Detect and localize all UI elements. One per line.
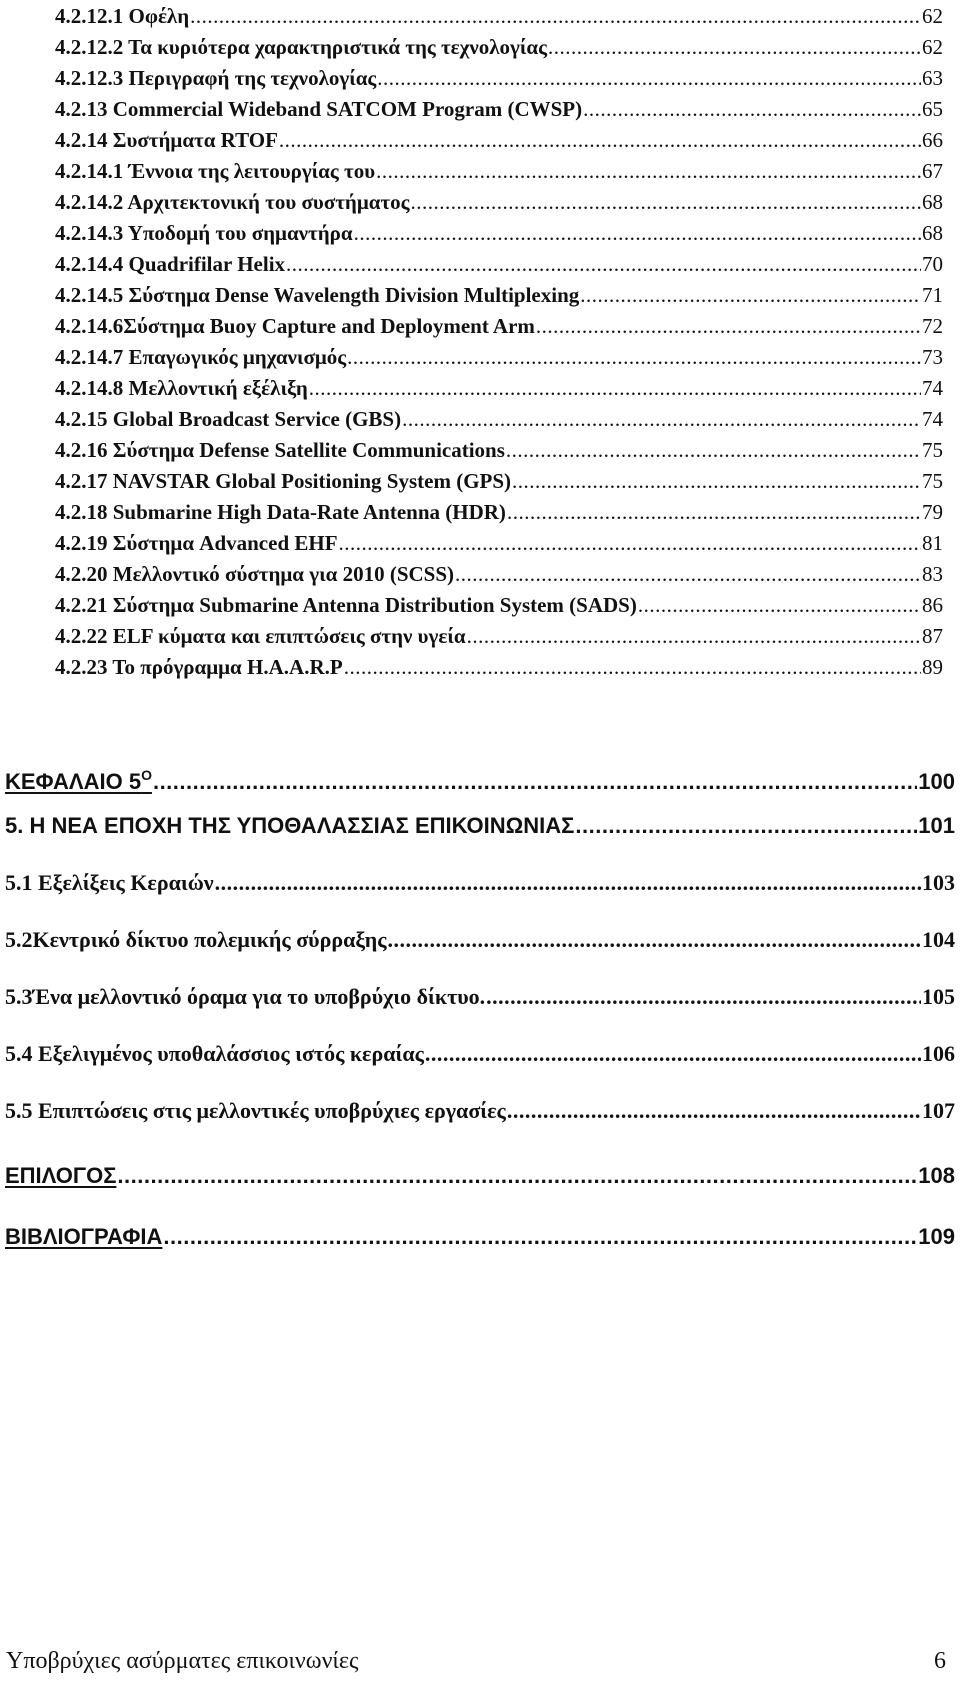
toc-entry-page: 79 — [922, 500, 943, 524]
toc-entry[interactable] — [55, 64, 943, 92]
toc-entry-page: 75 — [922, 438, 943, 462]
dot-leader — [548, 33, 921, 61]
toc-epilogue-entry[interactable] — [5, 1162, 955, 1190]
toc-entry-page: 62 — [922, 35, 943, 59]
toc-entry-page: 74 — [922, 407, 943, 431]
toc-entry-title: 4.2.12.1 Οφέλη — [55, 4, 190, 28]
dot-leader — [190, 2, 921, 30]
dot-leader — [347, 343, 921, 371]
toc-entry-title: 5.3Ένα μελλοντικό όραμα για το υποβρύχιο δίκτυο. — [5, 984, 486, 1009]
toc-entry-page: 87 — [922, 624, 943, 648]
dot-leader — [580, 281, 921, 309]
page-footer — [0, 1648, 960, 1678]
toc-entry[interactable] — [55, 591, 943, 619]
toc-entry-page: 86 — [922, 593, 943, 617]
dot-leader — [583, 95, 921, 123]
toc-entry-page: 65 — [922, 97, 943, 121]
toc-entry[interactable] — [55, 467, 943, 495]
toc-entry[interactable] — [55, 250, 943, 278]
toc-entry-page: 106 — [922, 1041, 955, 1066]
toc-entry-title: 4.2.16 Σύστημα Defense Satellite Communications — [55, 438, 505, 462]
toc-entry[interactable] — [55, 560, 943, 588]
footer-title: Υποβρύχιες ασύρματες επικοινωνίες — [6, 1648, 359, 1674]
dot-leader — [486, 983, 921, 1011]
dot-leader — [512, 467, 921, 495]
toc-entry-page: 72 — [922, 314, 943, 338]
toc-entry-title: 4.2.14.4 Quadrifilar Helix — [55, 252, 286, 276]
dot-leader — [506, 436, 921, 464]
toc-entry-page: 81 — [922, 531, 943, 555]
toc-entry-title: ΕΠΙΛΟΓΟΣ — [5, 1163, 117, 1188]
toc-entry-title: 5.2Κεντρικό δίκτυο πολεμικής σύρραξης — [5, 927, 387, 952]
toc-entry[interactable] — [55, 498, 943, 526]
toc-entry[interactable] — [55, 436, 943, 464]
toc-section-entry[interactable] — [5, 812, 955, 840]
toc-entry[interactable] — [5, 1097, 955, 1125]
dot-leader — [467, 622, 921, 650]
toc-entry-title: 4.2.14.3 Υποδομή του σημαντήρα — [55, 221, 353, 245]
dot-leader — [507, 1097, 921, 1125]
dot-leader — [377, 64, 921, 92]
toc-entry-page: 104 — [922, 927, 955, 952]
footer-page-number: 6 — [934, 1648, 946, 1674]
dot-leader — [425, 1040, 921, 1068]
dot-leader — [163, 1223, 917, 1251]
dot-leader — [411, 188, 921, 216]
toc-entry-title: 4.2.14.7 Επαγωγικός μηχανισμός — [55, 345, 347, 369]
toc-entry-page: 68 — [922, 221, 943, 245]
toc-chapter-entry[interactable] — [5, 768, 955, 796]
toc-entry-title: 4.2.17 NAVSTAR Global Positioning System (GPS) — [55, 469, 512, 493]
toc-entry-title: 5.5 Επιπτώσεις στις μελλοντικές υποβρύχιες εργασίες — [5, 1098, 506, 1123]
toc-entry[interactable] — [55, 374, 943, 402]
toc-entry-title: 4.2.12.2 Τα κυριότερα χαρακτηριστικά της τεχνολογίας — [55, 35, 547, 59]
toc-entry-title: 4.2.14 Συστήματα RTOF — [55, 128, 278, 152]
toc-bibliography-entry[interactable] — [5, 1223, 955, 1251]
toc-entry[interactable] — [55, 219, 943, 247]
toc-entry-page: 101 — [918, 813, 955, 838]
toc-entry-title: 5.1 Εξελίξεις Κεραιών — [5, 870, 214, 895]
toc-entry-page: 66 — [922, 128, 943, 152]
dot-leader — [507, 498, 921, 526]
toc-entry[interactable] — [55, 33, 943, 61]
toc-entry-page: 105 — [922, 984, 955, 1009]
dot-leader — [638, 591, 921, 619]
dot-leader — [402, 405, 921, 433]
toc-entry-title: 4.2.19 Σύστημα Advanced EHF — [55, 531, 338, 555]
dot-leader — [376, 157, 921, 185]
toc-entry[interactable] — [55, 343, 943, 371]
toc-entry[interactable] — [55, 157, 943, 185]
toc-entry[interactable] — [5, 1040, 955, 1068]
dot-leader — [344, 653, 921, 681]
toc-entry-page: 75 — [922, 469, 943, 493]
toc-entry-title: 4.2.12.3 Περιγραφή της τεχνολογίας — [55, 66, 377, 90]
toc-entry[interactable] — [55, 622, 943, 650]
toc-entry-page: 62 — [922, 4, 943, 28]
toc-entry-title: 4.2.14.6Σύστημα Buoy Capture and Deployment Arm — [55, 314, 535, 338]
dot-leader — [339, 529, 921, 557]
dot-leader — [388, 926, 921, 954]
toc-entry-page: 74 — [922, 376, 943, 400]
toc-entry-title: 4.2.18 Submarine High Data-Rate Antenna (HDR) — [55, 500, 506, 524]
toc-entry-page: 108 — [918, 1163, 955, 1188]
toc-entry-title: 4.2.14.1 Έννοια της λειτουργίας του — [55, 159, 376, 183]
dot-leader — [117, 1162, 917, 1190]
toc-entry-title: 4.2.15 Global Broadcast Service (GBS) — [55, 407, 402, 431]
toc-entry-page: 68 — [922, 190, 943, 214]
toc-entry-title: 4.2.21 Σύστημα Submarine Antenna Distribution System (SADS) — [55, 593, 637, 617]
toc-entry-title: 4.2.22 ELF κύματα και επιπτώσεις στην υγεία — [55, 624, 466, 648]
dot-leader — [279, 126, 921, 154]
toc-entry-page: 63 — [922, 66, 943, 90]
toc-entry-title: 4.2.23 Το πρόγραμμα Η.Α.Α.R.Ρ — [55, 655, 343, 679]
toc-section-title: 5. Η ΝΕΑ ΕΠΟΧΗ ΤΗΣ ΥΠΟΘΑΛΑΣΣΙΑΣ ΕΠΙΚΟΙΝΩΝΙΑΣ — [5, 813, 575, 838]
toc-entry-title: 4.2.14.5 Σύστημα Dense Wavelength Division Multiplexing — [55, 283, 580, 307]
dot-leader — [309, 374, 921, 402]
toc-entry[interactable] — [55, 281, 943, 309]
toc-entry[interactable] — [5, 869, 955, 897]
toc-entry[interactable] — [55, 653, 943, 681]
toc-entry[interactable] — [55, 188, 943, 216]
toc-entry-title: 5.4 Εξελιγμένος υποθαλάσσιος ιστός κεραίας — [5, 1041, 424, 1066]
dot-leader — [536, 312, 921, 340]
toc-chapter-title: ΚΕΦΑΛΑΙΟ $5^O$ — [5, 767, 152, 794]
toc-entry-page: 73 — [922, 345, 943, 369]
toc-entry-page: 109 — [918, 1224, 955, 1249]
toc-entry[interactable] — [55, 2, 943, 30]
dot-leader — [286, 250, 921, 278]
toc-entry[interactable] — [55, 312, 943, 340]
toc-entry-page: 83 — [922, 562, 943, 586]
dot-leader — [575, 812, 917, 840]
toc-entry[interactable] — [55, 95, 943, 123]
dot-leader — [153, 768, 917, 796]
dot-leader — [215, 869, 921, 897]
toc-entry-page: 67 — [922, 159, 943, 183]
toc-entry-page: 107 — [922, 1098, 955, 1123]
toc-entry[interactable] — [55, 529, 943, 557]
toc-entry-page: 103 — [922, 870, 955, 895]
toc-entry-page: 89 — [922, 655, 943, 679]
toc-entry[interactable] — [55, 405, 943, 433]
toc-entry-title: 4.2.20 Μελλοντικό σύστημα για 2010 (SCSS) — [55, 562, 455, 586]
dot-leader — [455, 560, 921, 588]
dot-leader — [354, 219, 921, 247]
toc-entry-title: 4.2.14.2 Αρχιτεκτονική του συστήματος — [55, 190, 410, 214]
toc-entry[interactable] — [5, 926, 955, 954]
toc-entry-title: 4.2.14.8 Μελλοντική εξέλιξη — [55, 376, 308, 400]
ordinal-superscript: Ο — [141, 767, 152, 783]
toc-entry-page: 71 — [922, 283, 943, 307]
toc-entry[interactable] — [55, 126, 943, 154]
toc-entry[interactable] — [5, 983, 955, 1011]
toc-entry-page: 70 — [922, 252, 943, 276]
toc-entry-title: ΒΙΒΛΙΟΓΡΑΦΙΑ — [5, 1224, 163, 1249]
toc-entry-title: 4.2.13 Commercial Wideband SATCOM Program (CWSP) — [55, 97, 583, 121]
toc-entry-page: 100 — [918, 769, 955, 794]
